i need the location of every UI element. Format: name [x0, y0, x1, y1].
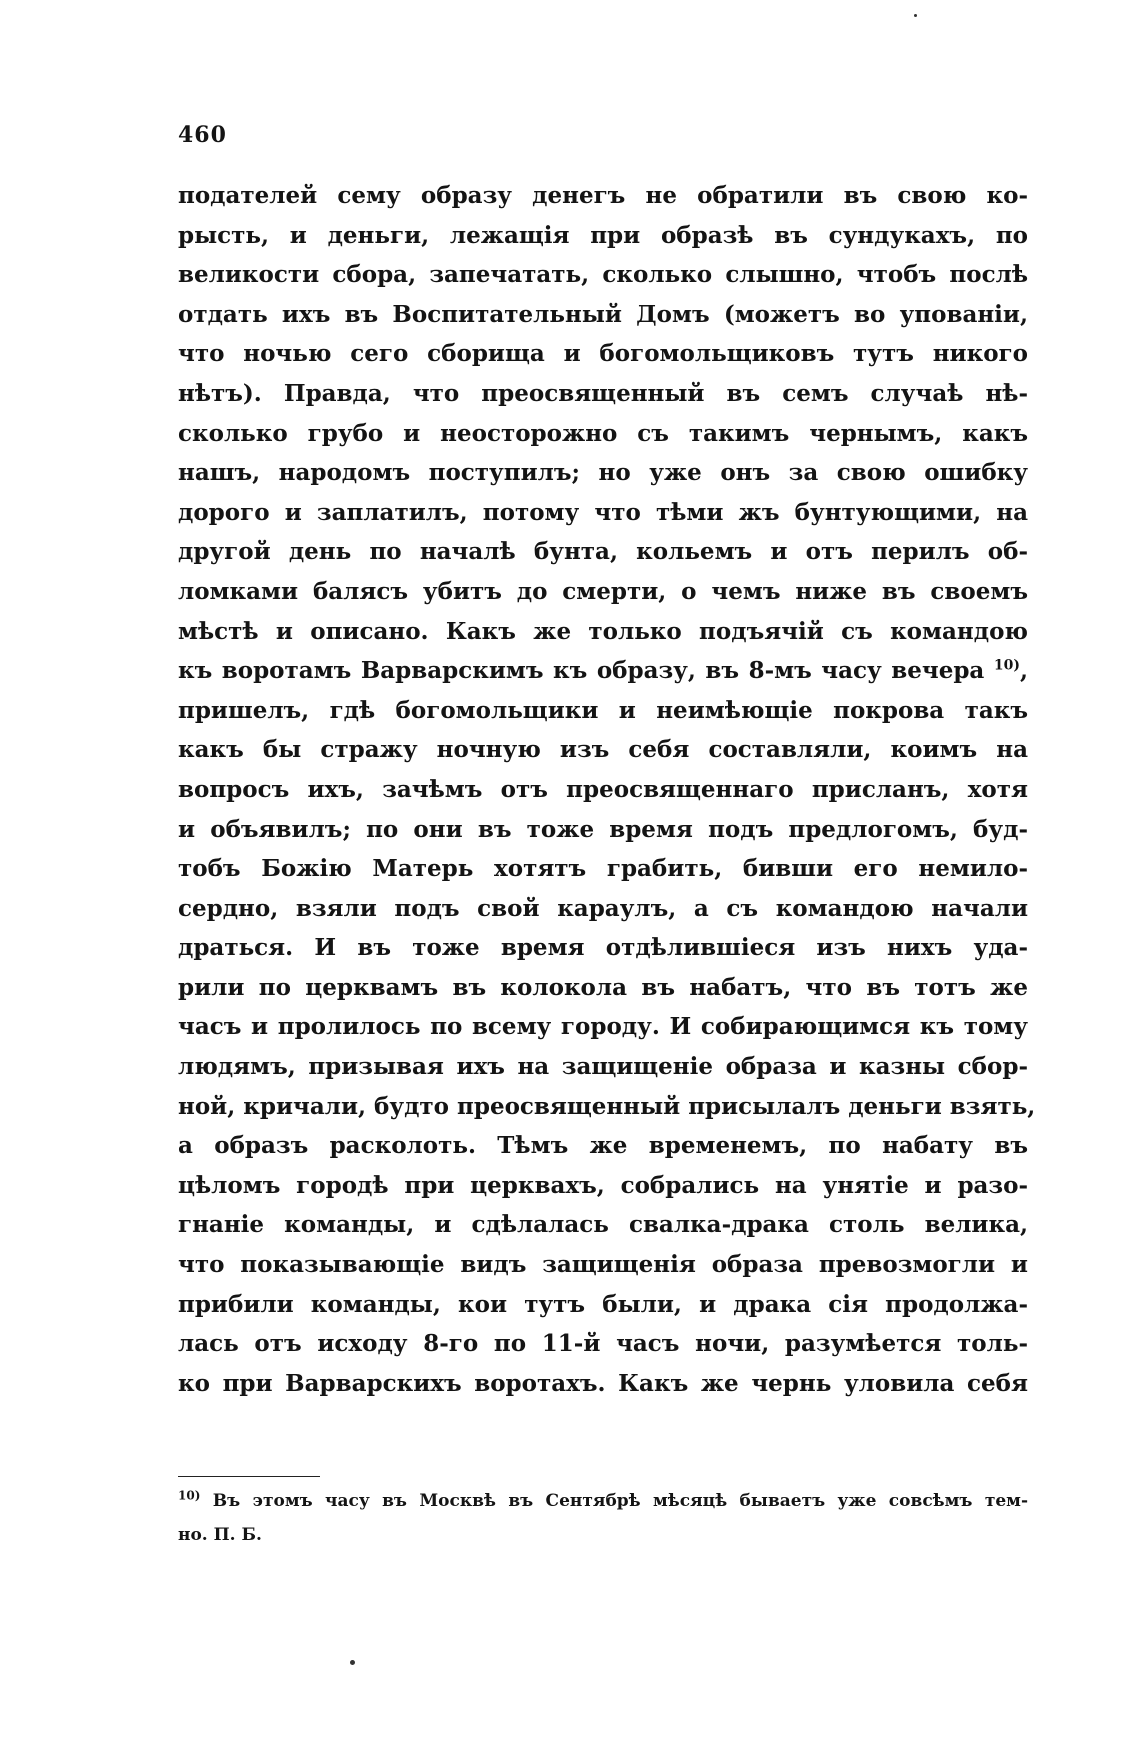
- scan-speck: [914, 14, 917, 17]
- text-line: вопросъ ихъ, зачѣмъ отъ преосвященнаго присланъ, хотя: [178, 775, 1028, 803]
- footnote-line: но. П. Б.: [178, 1525, 262, 1545]
- text-line: что ночью сего сборища и богомольщиковъ тутъ никого: [178, 340, 1028, 368]
- footnote-divider: [178, 1476, 320, 1477]
- footnote-line: [178, 1484, 1028, 1518]
- text-line: отдать ихъ въ Воспитательный Домъ (можетъ во упованіи,: [178, 300, 1028, 328]
- text-line: людямъ, призывая ихъ на защищеніе образа и казны сбор-: [178, 1053, 1028, 1081]
- scan-speck: [350, 1660, 355, 1665]
- text-line: сердно, взяли подъ свой караулъ, а съ командою начали: [178, 894, 1028, 922]
- text-line-with-footnote-ref: [178, 651, 1028, 691]
- text-line: дорого и заплатилъ, потому что тѣми жъ бунтующими, на: [178, 498, 1028, 526]
- text-line: часъ и пролилось по всему городу. И собирающимся къ тому: [178, 1013, 1028, 1041]
- text-line: лась отъ исходу 8-го по 11-й часъ ночи, разумѣется толь-: [178, 1330, 1028, 1358]
- text-line: рили по церквамъ въ колокола въ набатъ, что въ тотъ же: [178, 973, 1028, 1001]
- body-text: [178, 176, 1036, 1403]
- text-line: мѣстѣ и описано. Какъ же только подъячій съ командою: [178, 617, 1028, 645]
- text-line: рысть, и деньги, лежащія при образѣ въ сундукахъ, по: [178, 221, 1028, 249]
- text-line: а образъ расколоть. Тѣмъ же временемъ, по набату въ: [178, 1132, 1028, 1160]
- text-line: нашъ, народомъ поступилъ; но уже онъ за свою ошибку: [178, 459, 1028, 487]
- text-line: нѣтъ). Правда, что преосвященный въ семъ случаѣ нѣ-: [178, 379, 1028, 407]
- text-line: какъ бы стражу ночную изъ себя составляли, коимъ на: [178, 736, 1028, 764]
- footnote-reference: 10): [993, 657, 1020, 674]
- text-line-main: къ воротамъ Варварскимъ къ образу, въ 8-мъ часу вечера: [178, 657, 985, 685]
- text-line: цѣломъ городѣ при церквахъ, собрались на унятіе и разо-: [178, 1171, 1028, 1199]
- text-line: сколько грубо и неосторожно съ такимъ чернымъ, какъ: [178, 419, 1028, 447]
- text-line: ломками балясъ убитъ до смерти, о чемъ ниже въ своемъ: [178, 577, 1028, 605]
- footnote-text: Въ этомъ часу въ Москвѣ въ Сентябрѣ мѣсяцѣ бываетъ уже совсѣмъ тем-: [212, 1491, 1028, 1511]
- text-line: и объявилъ; по они въ тоже время подъ предлогомъ, буд-: [178, 815, 1028, 843]
- text-line: ной, кричали, будто преосвященный присылалъ деньги взять,: [178, 1092, 1036, 1120]
- text-line: что показывающіе видъ защищенія образа превозмогли и: [178, 1251, 1028, 1279]
- text-line: подателей сему образу денегъ не обратили въ свою ко-: [178, 182, 1028, 209]
- footnote-marker: 10): [178, 1488, 201, 1503]
- text-line: гнаніе команды, и сдѣлалась свалка-драка столь велика,: [178, 1211, 1028, 1239]
- text-line: тобъ Божію Матерь хотятъ грабить, бивши его немило-: [178, 855, 1028, 883]
- footnote: [178, 1484, 1028, 1552]
- text-line: драться. И въ тоже время отдѣлившіеся изъ нихъ уда-: [178, 934, 1028, 962]
- text-line: великости сбора, запечатать, сколько слышно, чтобъ послѣ: [178, 261, 1028, 289]
- page-number: 460: [178, 122, 227, 148]
- footnote-ref-tail: ,: [1019, 657, 1028, 685]
- text-line: ко при Варварскихъ воротахъ. Какъ же чернь уловила себя: [178, 1369, 1028, 1397]
- text-line: прибили команды, кои тутъ были, и драка сія продолжа-: [178, 1290, 1028, 1318]
- text-line: другой день по началѣ бунта, кольемъ и отъ перилъ об-: [178, 538, 1028, 566]
- text-line: пришелъ, гдѣ богомольщики и неимѣющіе покрова такъ: [178, 696, 1028, 724]
